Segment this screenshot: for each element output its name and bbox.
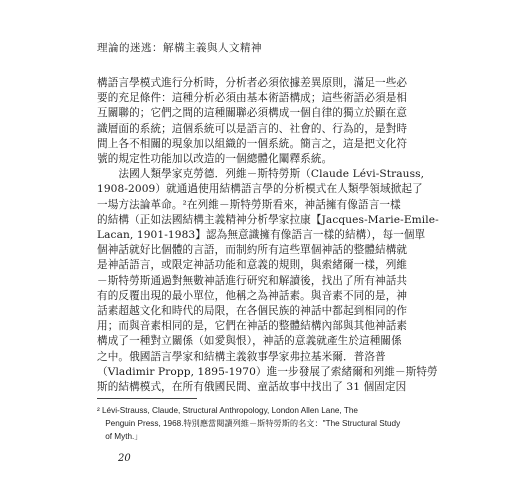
body-line: －斯特勞斯通過對無數神話進行研究和解讀後，找出了所有神話共	[97, 274, 408, 287]
body-line: 是神話語言，或限定神話功能和意義的規則，與索緒爾一樣，列維	[97, 259, 408, 272]
body-line: 識層面的系統；這個系統可以是語言的、社會的、行為的，是對時	[97, 122, 408, 135]
body-line: 法國人類學家克勞德．列維－斯特勞斯（Claude Lévi-Strauss,	[97, 168, 425, 181]
body-line: 一場方法論革命。²在列維－斯特勞斯看來，神話擁有像語言一樣	[97, 198, 401, 211]
footnote-line: of Myth.」	[97, 432, 143, 441]
body-line: （Vladimir Propp, 1895-1970）進一步發展了索緒爾和列維－斯特勞	[97, 365, 438, 378]
body-line: 構成了一種對立關係（如愛與恨），神話的意義就產生於這種關係	[97, 335, 402, 348]
footnote-line: ² Lévi-Strauss, Claude, Structural Anthropology, London Allen Lane, The	[97, 406, 358, 415]
page-number: 20	[118, 453, 131, 464]
body-line: 之中。俄國語言學家和結構主義敘事學家弗拉基米爾．普洛普	[97, 350, 386, 363]
body-line: 互關聯的；它們之間的這種關聯必須構成一個自律的獨立於顯在意	[97, 107, 408, 120]
body-line: 話素超越文化和時代的局限，在各個民族的神話中都起到相同的作	[97, 305, 408, 317]
body-line: 間上各不相關的現象加以組織的一個系統。簡言之，這是把文化符	[97, 137, 408, 150]
body-line: 斯的結構模式，在所有俄國民間、童話故事中找出了 31 個固定因	[97, 381, 407, 393]
body-line: 有的反覆出現的最小單位，他稱之為神話素。與音素不同的是，神	[97, 289, 408, 302]
body-line: 要的充足條件：這種分析必須由基本術語構成；這些術語必須是相	[97, 92, 408, 105]
footnote-rule	[97, 398, 197, 399]
body-line: 構語言學模式進行分析時，分析者必須依據差異原則，滿足一些必	[97, 77, 408, 89]
body-line: 1908-2009）就通過使用結構語言學的分析模式在人類學領域掀起了	[97, 183, 423, 196]
body-line: 用；而與音素相同的是，它們在神話的整體結構內部與其他神話素	[97, 320, 408, 333]
running-head: 理論的迷逃：解構主義與人文精神	[97, 42, 262, 54]
body-line: Lacan, 1901-1983】認為無意識擁有像語言一樣的結構），每一個單	[97, 229, 426, 241]
body-line: 個神話就好比個體的言語，而制約所有這些單個神話的整體結構就	[97, 244, 408, 257]
body-line: 的結構（正如法國結構主義精神分析學家拉康【Jacques-Marie-Emile-	[97, 213, 439, 226]
footnote-line: Penguin Press, 1968.特別應當閱讀列維－斯特勞斯的名文："The Structural Study	[97, 419, 401, 428]
body-line: 號的規定性功能加以改造的一個總體化闡釋系統。	[97, 153, 333, 165]
